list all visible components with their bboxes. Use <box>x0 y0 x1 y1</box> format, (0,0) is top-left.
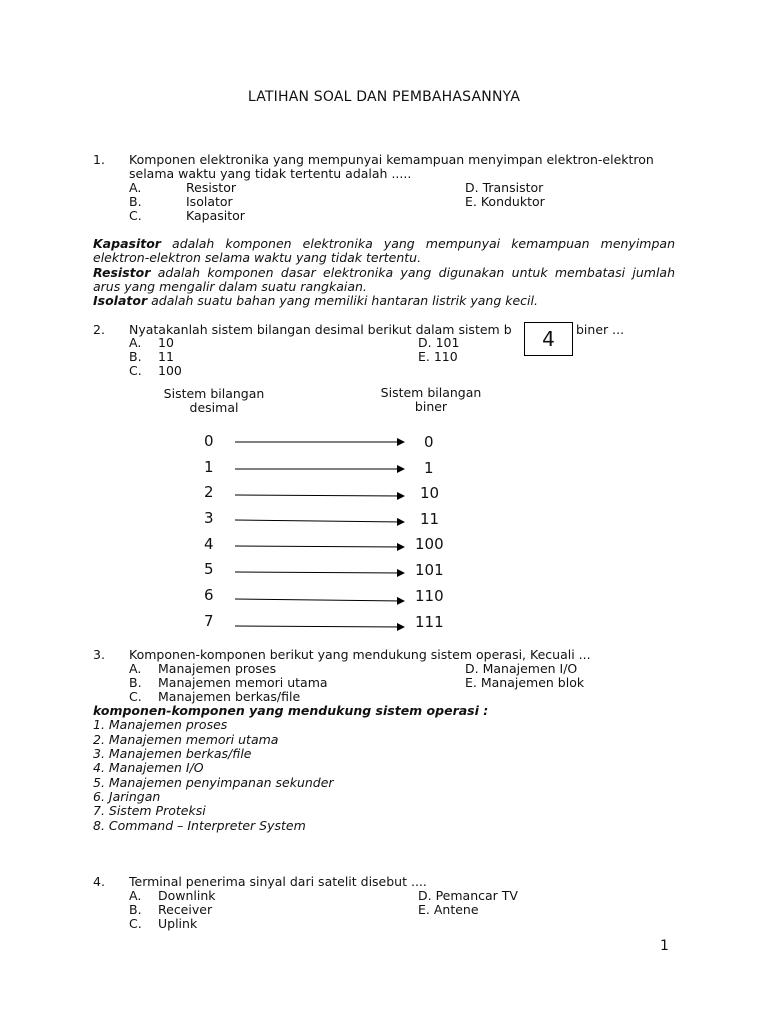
resistor-term: Resistor <box>93 264 151 280</box>
page-title: LATIHAN SOAL DAN PEMBAHASANNYA <box>247 89 521 105</box>
q3-option-d: D. Manajemen I/O <box>465 661 578 676</box>
binary-value: 101 <box>415 561 444 579</box>
q3-list-item: 1. Manajemen proses <box>93 717 228 732</box>
decimal-value: 3 <box>204 509 214 527</box>
q4-option-b-letter: B. <box>129 902 142 917</box>
binary-value: 0 <box>424 433 434 451</box>
q2-option-d: D. 101 <box>418 335 460 350</box>
q3-option-a: Manajemen proses <box>158 661 277 676</box>
binary-value: 111 <box>415 613 444 631</box>
q3-option-c: Manajemen berkas/file <box>158 689 301 704</box>
decimal-value: 4 <box>204 535 214 553</box>
q1-number: 1. <box>93 152 105 167</box>
resistor-text: adalah komponen dasar elektronika yang digunakan untuk membatasi jumlah arus yang mengalir dalam suatu rangkaian. <box>93 264 675 294</box>
q1-option-a: Resistor <box>186 180 236 195</box>
arrow <box>235 626 404 627</box>
binary-value: 10 <box>420 484 440 502</box>
q4-option-c-letter: C. <box>129 916 142 931</box>
isolator-term: Isolator <box>93 293 148 309</box>
decimal-header: Sistem bilangan desimal <box>163 386 265 415</box>
binary-value: 100 <box>415 535 444 553</box>
isolator-text: adalah suatu bahan yang memiliki hantaran listrik yang kecil. <box>147 293 538 309</box>
q3-list-heading: komponen-komponen yang mendukung sistem operasi : <box>93 703 489 718</box>
decimal-value: 7 <box>204 612 214 630</box>
q1-option-c-letter: C. <box>129 208 142 223</box>
q3-number: 3. <box>93 647 105 662</box>
q3-option-e: E. Manajemen blok <box>465 675 585 690</box>
q3-list-item: 4. Manajemen I/O <box>93 760 204 775</box>
decimal-value: 2 <box>204 483 214 501</box>
arrow <box>235 520 404 522</box>
q3-option-a-letter: A. <box>129 661 142 676</box>
arrow <box>235 546 404 547</box>
q2-option-c-letter: C. <box>129 363 142 378</box>
q1-option-d: D. Transistor <box>465 180 544 195</box>
page-number: 1 <box>660 938 669 954</box>
q3-option-b: Manajemen memori utama <box>158 675 328 690</box>
decimal-value: 1 <box>204 458 214 476</box>
binary-value: 110 <box>415 587 444 605</box>
q2-option-a: 10 <box>158 335 174 350</box>
q3-list-item: 8. Command – Interpreter System <box>93 818 306 833</box>
q3-list-item: 3. Manajemen berkas/file <box>93 746 252 761</box>
q4-option-c: Uplink <box>158 916 198 931</box>
q3-list-item: 2. Manajemen memori utama <box>93 732 279 747</box>
q1-option-c: Kapasitor <box>186 208 245 223</box>
q4-option-e: E. Antene <box>418 902 479 917</box>
binary-header: Sistem bilangan biner <box>380 385 482 414</box>
binary-value: 11 <box>420 510 440 528</box>
binary-value: 1 <box>424 459 434 477</box>
kapasitor-term: Kapasitor <box>93 236 161 251</box>
q1-text-line1: Komponen elektronika yang mempunyai kemampuan menyimpan elektron-elektron <box>129 152 654 167</box>
decimal-value: 6 <box>204 586 214 604</box>
decimal-value: 0 <box>204 432 214 450</box>
q3-list-item: 7. Sistem Proteksi <box>93 803 206 818</box>
q2-option-b: 11 <box>158 349 174 364</box>
q2-text: Nyatakanlah sistem bilangan desimal berikut dalam sistem b <box>129 322 512 337</box>
q1-text-line2: selama waktu yang tidak tertentu adalah ..... <box>129 166 412 181</box>
kapasitor-text: adalah komponen elektronika yang mempunyai kemampuan menyimpan elektron-elektron selama waktu yang tidak tertentu. <box>93 236 675 266</box>
q3-list-item: 5. Manajemen penyimpanan sekunder <box>93 775 334 790</box>
q1-option-b: Isolator <box>186 194 233 209</box>
q1-option-a-letter: A. <box>129 180 142 195</box>
decimal-value: 5 <box>204 560 214 578</box>
answer-box: 4 <box>524 322 573 356</box>
arrow <box>235 599 404 601</box>
q3-option-b-letter: B. <box>129 675 142 690</box>
q1-option-e: E. Konduktor <box>465 194 545 209</box>
q4-option-a: Downlink <box>158 888 216 903</box>
q2-option-b-letter: B. <box>129 349 142 364</box>
q3-list-item: 6. Jaringan <box>93 789 161 804</box>
q1-option-b-letter: B. <box>129 194 142 209</box>
q3-option-c-letter: C. <box>129 689 142 704</box>
q4-option-d: D. Pemancar TV <box>418 888 518 903</box>
q4-text: Terminal penerima sinyal dari satelit disebut .... <box>129 874 427 889</box>
q3-text: Komponen-komponen berikut yang mendukung sistem operasi, Kecuali ... <box>129 647 591 662</box>
arrow <box>235 572 404 573</box>
q2-text-end: biner ... <box>576 322 625 337</box>
q2-option-e: E. 110 <box>418 349 458 364</box>
arrow <box>235 495 404 496</box>
q4-number: 4. <box>93 874 105 889</box>
q4-option-a-letter: A. <box>129 888 142 903</box>
q2-option-c: 100 <box>158 363 182 378</box>
q2-option-a-letter: A. <box>129 335 142 350</box>
q2-number: 2. <box>93 322 105 337</box>
q4-option-b: Receiver <box>158 902 213 917</box>
